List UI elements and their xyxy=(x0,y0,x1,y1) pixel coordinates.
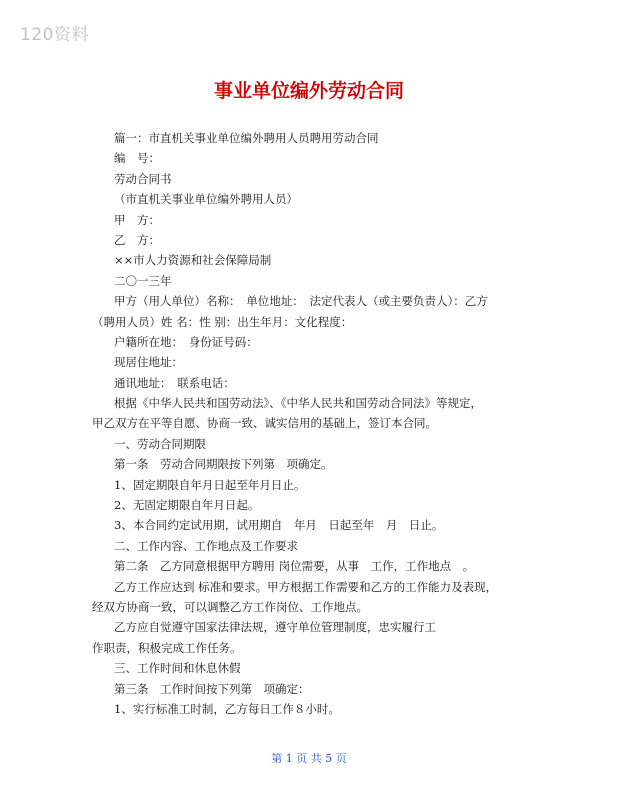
paragraph-line: 二〇一三年 xyxy=(114,273,172,288)
paragraph-line: 经双方协商一致，可以调整乙方工作岗位、工作地点。 xyxy=(92,599,368,614)
paragraph-line: 3、本合同约定试用期，试用期自 年月 日起至年 月 日止。 xyxy=(114,518,444,533)
paragraph-line: 劳动合同书 xyxy=(114,171,172,186)
paragraph-line: 根据《中华人民共和国劳动法》、《中华人民共和国劳动合同法》等规定， xyxy=(114,396,482,411)
paragraph-line: 甲乙双方在平等自愿、协商一致、诚实信用的基础上，签订本合同。 xyxy=(92,416,437,431)
paragraph-line: 甲 方： xyxy=(114,212,160,227)
paragraph-line: 现居住地址： xyxy=(114,355,183,370)
paragraph-line: 第三条 工作时间按下列第 项确定： xyxy=(114,681,310,696)
paragraph-line: 第二条 乙方同意根据甲方聘用 岗位需要，从事 工作，工作地点 。 xyxy=(114,559,475,574)
paragraph-line: 编 号： xyxy=(114,151,160,166)
paragraph-line: 1、实行标准工时制，乙方每日工作８小时。 xyxy=(114,701,340,716)
paragraph-line: 甲方（用人单位）名称： 单位地址： 法定代表人（或主要负责人）：乙方 xyxy=(114,294,488,309)
paragraph-line: 户籍所在地： 身份证号码： xyxy=(114,334,258,349)
paragraph-line: 作职责，积极完成工作任务。 xyxy=(92,640,242,655)
page-number: 第 1 页 共 5 页 xyxy=(271,752,347,765)
section-heading: 一、劳动合同期限 xyxy=(114,436,206,451)
paragraph-line: 通讯地址： 联系电话： xyxy=(114,375,235,390)
paragraph-line: 1、固定期限自年月日起至年月日止。 xyxy=(114,477,306,492)
paragraph-line: 乙方工作应达到 标准和要求。甲方根据工作需要和乙方的工作能力及表现， xyxy=(114,579,498,594)
paragraph-line: （市直机关事业单位编外聘用人员） xyxy=(114,192,298,207)
document-title: 事业单位编外劳动合同 xyxy=(213,80,404,102)
section-heading: 三、工作时间和休息休假 xyxy=(114,661,241,676)
watermark: 120资料 xyxy=(20,25,89,45)
paragraph-line: 第一条 劳动合同期限按下列第 项确定。 xyxy=(114,457,333,472)
document-body xyxy=(92,128,532,719)
paragraph-line: 乙 方： xyxy=(114,232,160,247)
section-heading: 二、工作内容、工作地点及工作要求 xyxy=(114,538,298,553)
paragraph-line: 乙方应自觉遵守国家法律法规，遵守单位管理制度，忠实履行工 xyxy=(114,620,436,635)
paragraph-line: 篇一：市直机关事业单位编外聘用人员聘用劳动合同 xyxy=(114,131,379,145)
paragraph-line: ××市人力资源和社会保障局制 xyxy=(114,253,272,268)
paragraph-line: 2、无固定期限自年月日起。 xyxy=(114,498,260,513)
paragraph-line: （聘用人员）姓 名：性 别：出生年月：文化程度： xyxy=(92,314,353,329)
